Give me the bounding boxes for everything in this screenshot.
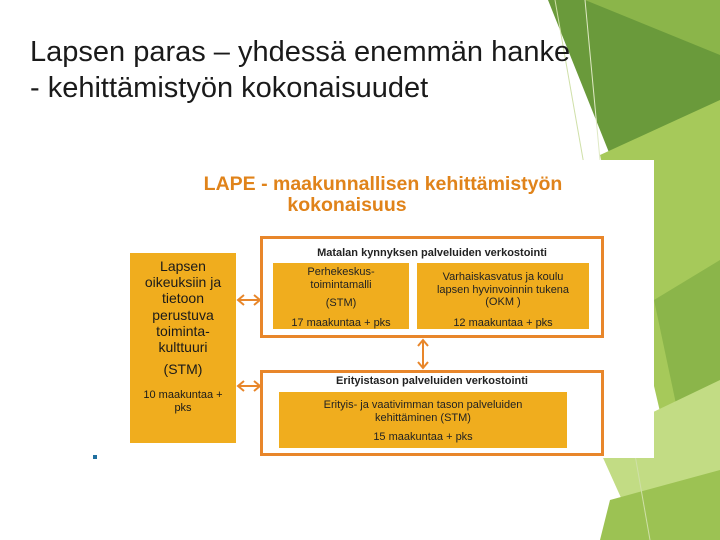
slide-title-line-1: Lapsen paras – yhdessä enemmän hanke [30,36,571,68]
left-box-text [130,258,236,377]
left-box-line: toiminta- [156,322,210,339]
bottom-group-title: Erityistason palveluiden verkostointi [336,375,528,387]
left-box-lapsen-oikeudet [130,253,236,443]
box-b-count: 12 maakuntaa + pks [453,317,553,329]
vertical-double-arrow-icon [416,338,430,370]
box-b-line: Varhaiskasvatus ja koulu [442,271,564,283]
varhaiskasvatus-box [417,263,589,329]
left-box-line: kulttuuri [158,339,208,356]
box-a-count: 17 maakuntaa + pks [291,317,391,329]
left-box-count-line: 10 maakuntaa + [143,389,223,401]
box-b-line: (OKM ) [485,296,521,308]
perhekeskus-box [273,263,409,329]
diagram-heading-line-2: kokonaisuus [287,194,407,216]
left-box-line: tietoon [161,290,205,307]
slide-title-line-2: - kehittämistyön kokonaisuudet [30,72,429,104]
box-b-line: lapsen hyvinvoinnin tukena [436,283,570,296]
double-arrow-icon [236,380,262,392]
box-a-line: (STM) [325,297,357,309]
bottom-group-frame [260,370,604,456]
bullet-marker [93,455,97,459]
lape-diagram-image [122,160,654,458]
left-box-count-line: pks [174,401,192,414]
slide-title [30,34,630,106]
box-c-line: kehittäminen (STM) [375,411,471,424]
box-a-line: toimintamalli [310,278,372,291]
erityistaso-box [279,392,567,448]
left-box-line: perustuva [152,306,214,323]
double-arrow-icon [236,294,262,306]
left-box-stm: (STM) [163,361,203,378]
left-box-line: Lapsen [160,258,206,274]
top-group-frame [260,236,604,338]
box-c-count: 15 maakuntaa + pks [373,431,473,443]
box-a-line: Perhekeskus- [307,266,375,278]
top-group-title: Matalan kynnyksen palveluiden verkostointi [317,247,547,259]
box-c-line: Erityis- ja vaativimman tason palveluiden [323,399,523,411]
diagram-heading [122,174,654,216]
left-box-line: oikeuksiin ja [144,274,222,291]
diagram-heading-line-1: LAPE - maakunnallisen kehittämistyön [203,173,563,195]
left-box-count [130,389,236,414]
